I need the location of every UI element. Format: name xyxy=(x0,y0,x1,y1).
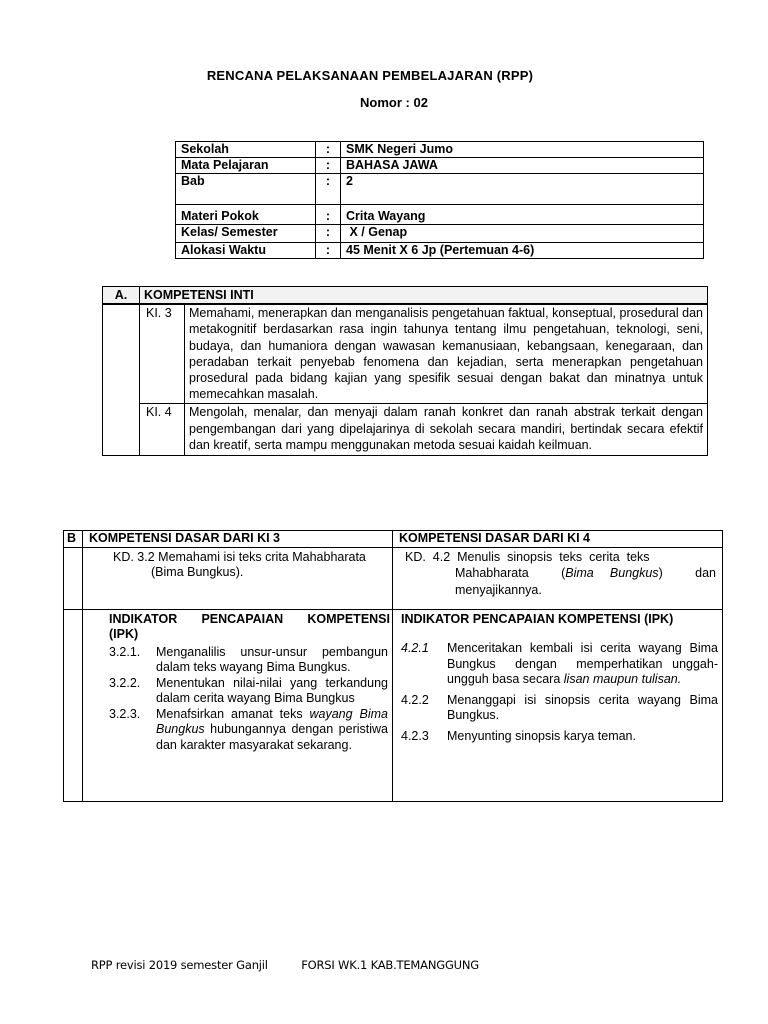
empty-cell xyxy=(103,304,140,455)
identity-value: BAHASA JAWA xyxy=(341,158,704,174)
ipk-text: Menceritakan kembali isi cerita wayang Bima Bungkus dengan memperhatikan unggah-ungguh basa secara lisan maupun tulisan. xyxy=(447,641,725,686)
identity-label: Materi Pokok xyxy=(176,205,316,225)
identity-label: Mata Pelajaran xyxy=(176,158,316,174)
table-row xyxy=(176,205,704,225)
footer-left: RPP revisi 2019 semester Ganjil xyxy=(91,958,268,972)
kd3-text: KD. 3.2 Memahami isi teks crita Mahabharata xyxy=(113,549,366,564)
table-row xyxy=(64,547,723,609)
ipk-number: 3.2.2. xyxy=(109,675,141,690)
table-row xyxy=(176,142,704,158)
document-title: RENCANA PELAKSANAAN PEMBELAJARAN (RPP) xyxy=(206,68,534,83)
section-heading: KOMPETENSI INTI xyxy=(140,287,708,305)
kompetensi-dasar-table xyxy=(63,530,723,802)
identity-separator: : xyxy=(316,158,341,174)
kd3-cell xyxy=(83,547,393,609)
empty-cell xyxy=(64,547,83,609)
kd4-text-c: ) dan menyajikannya. xyxy=(455,566,720,597)
ipk-item xyxy=(83,645,392,676)
table-row xyxy=(64,531,723,548)
identity-table xyxy=(175,141,704,259)
ipk-left-heading: INDIKATOR PENCAPAIAN KOMPETENSI (IPK) xyxy=(109,611,390,641)
ipk-text: Menanggapi isi sinopsis cerita wayang Bima Bungkus. xyxy=(447,692,718,722)
identity-separator: : xyxy=(316,205,341,225)
identity-separator: : xyxy=(316,243,341,259)
kd4-cell xyxy=(393,547,723,609)
ki-text: Mengolah, menalar, dan menyaji dalam ranah konkret dan ranah abstrak terkait dengan pengembangan dari yang dipelajarinya di sekolah secara mandiri, bertindak secara efektif dan kreatif, serta mampu menggunakan metoda sesuai kaidah keilmuan. xyxy=(185,404,708,456)
table-row xyxy=(103,404,708,456)
identity-value: 45 Menit X 6 Jp (Pertemuan 4-6) xyxy=(341,243,704,259)
identity-value: X / Genap xyxy=(341,225,704,243)
page-footer xyxy=(91,958,509,972)
document-number: Nomor : 02 xyxy=(360,95,428,110)
ipk-text: Menganalilis unsur-unsur pembangun dalam teks wayang Bima Bungkus. xyxy=(156,644,388,674)
table-row xyxy=(176,174,704,205)
ki-code: KI. 3 xyxy=(140,304,185,404)
ipk-text: Menafsirkan amanat teks wayang Bima Bungkus hubungannya dengan peristiwa dan karakter masyarakat sekarang. xyxy=(156,706,392,752)
section-letter: B xyxy=(64,531,83,548)
ipk-item xyxy=(393,693,722,724)
ipk-number: 4.2.2 xyxy=(401,692,429,707)
kd3-heading: KOMPETENSI DASAR DARI KI 3 xyxy=(83,531,393,548)
kd3-text-cont: (Bima Bungkus). xyxy=(151,565,244,579)
ipk-number: 4.2.3 xyxy=(401,728,429,743)
kd4-heading: KOMPETENSI DASAR DARI KI 4 xyxy=(393,531,723,548)
ipk-right-heading: INDIKATOR PENCAPAIAN KOMPETENSI (IPK) xyxy=(401,611,674,626)
ipk-item xyxy=(83,707,392,754)
kd4-text-cont xyxy=(405,565,720,599)
identity-separator: : xyxy=(316,225,341,243)
identity-value: Crita Wayang xyxy=(341,205,704,225)
ipk-number: 3.2.1. xyxy=(109,644,141,659)
identity-label: Kelas/ Semester xyxy=(176,225,316,243)
ipk-number: 4.2.1 xyxy=(401,641,429,655)
ki-code: KI. 4 xyxy=(140,404,185,456)
identity-label: Bab xyxy=(176,174,316,205)
ipk-number: 3.2.3. xyxy=(109,706,141,721)
identity-label: Sekolah xyxy=(176,142,316,158)
ipk-right-cell xyxy=(393,609,723,801)
identity-separator: : xyxy=(316,142,341,158)
kd4-text-a: Mahabharata ( xyxy=(455,566,566,580)
kd4-text-italic: Bima Bungkus xyxy=(565,566,659,580)
table-row xyxy=(176,243,704,259)
identity-value: SMK Negeri Jumo xyxy=(341,142,704,158)
ipk-left-cell xyxy=(83,609,393,801)
table-row xyxy=(64,609,723,801)
table-row xyxy=(176,158,704,174)
ipk-text: Menyunting sinopsis karya teman. xyxy=(447,728,636,743)
table-row xyxy=(176,225,704,243)
kompetensi-inti-table xyxy=(102,286,708,456)
identity-value: 2 xyxy=(341,174,704,205)
identity-label: Alokasi Waktu xyxy=(176,243,316,259)
ipk-item xyxy=(393,641,725,688)
ipk-item xyxy=(393,729,722,745)
identity-separator: : xyxy=(316,174,341,205)
ipk-text: Menentukan nilai-nilai yang terkandung dalam cerita wayang Bima Bungkus xyxy=(156,675,388,705)
footer-right: FORSI WK.1 KAB.TEMANGGUNG xyxy=(301,958,479,972)
table-row xyxy=(103,287,708,305)
section-letter: A. xyxy=(103,287,140,305)
empty-cell xyxy=(64,609,83,801)
ipk-item xyxy=(83,676,392,707)
ki-text: Memahami, menerapkan dan menganalisis pengetahuan faktual, konseptual, prosedural dan metakognitif berdasarkan rasa ingin tahunya tentang ilmu pengetahuan, teknologi, seni, budaya, dan humaniora dengan wawasan kemanusiaan, kebangsaan, kenegaraan, dan peradaban terkait penyebab fenomena dan kejadian, serta menerapkan pengetahuan prosedural pada bidang kajian yang spesifik sesuai dengan bakat dan minatnya untuk memecahkan masalah. xyxy=(185,304,708,404)
kd4-text: KD. 4.2 Menulis sinopsis teks cerita teks xyxy=(405,549,650,564)
table-row xyxy=(103,304,708,404)
